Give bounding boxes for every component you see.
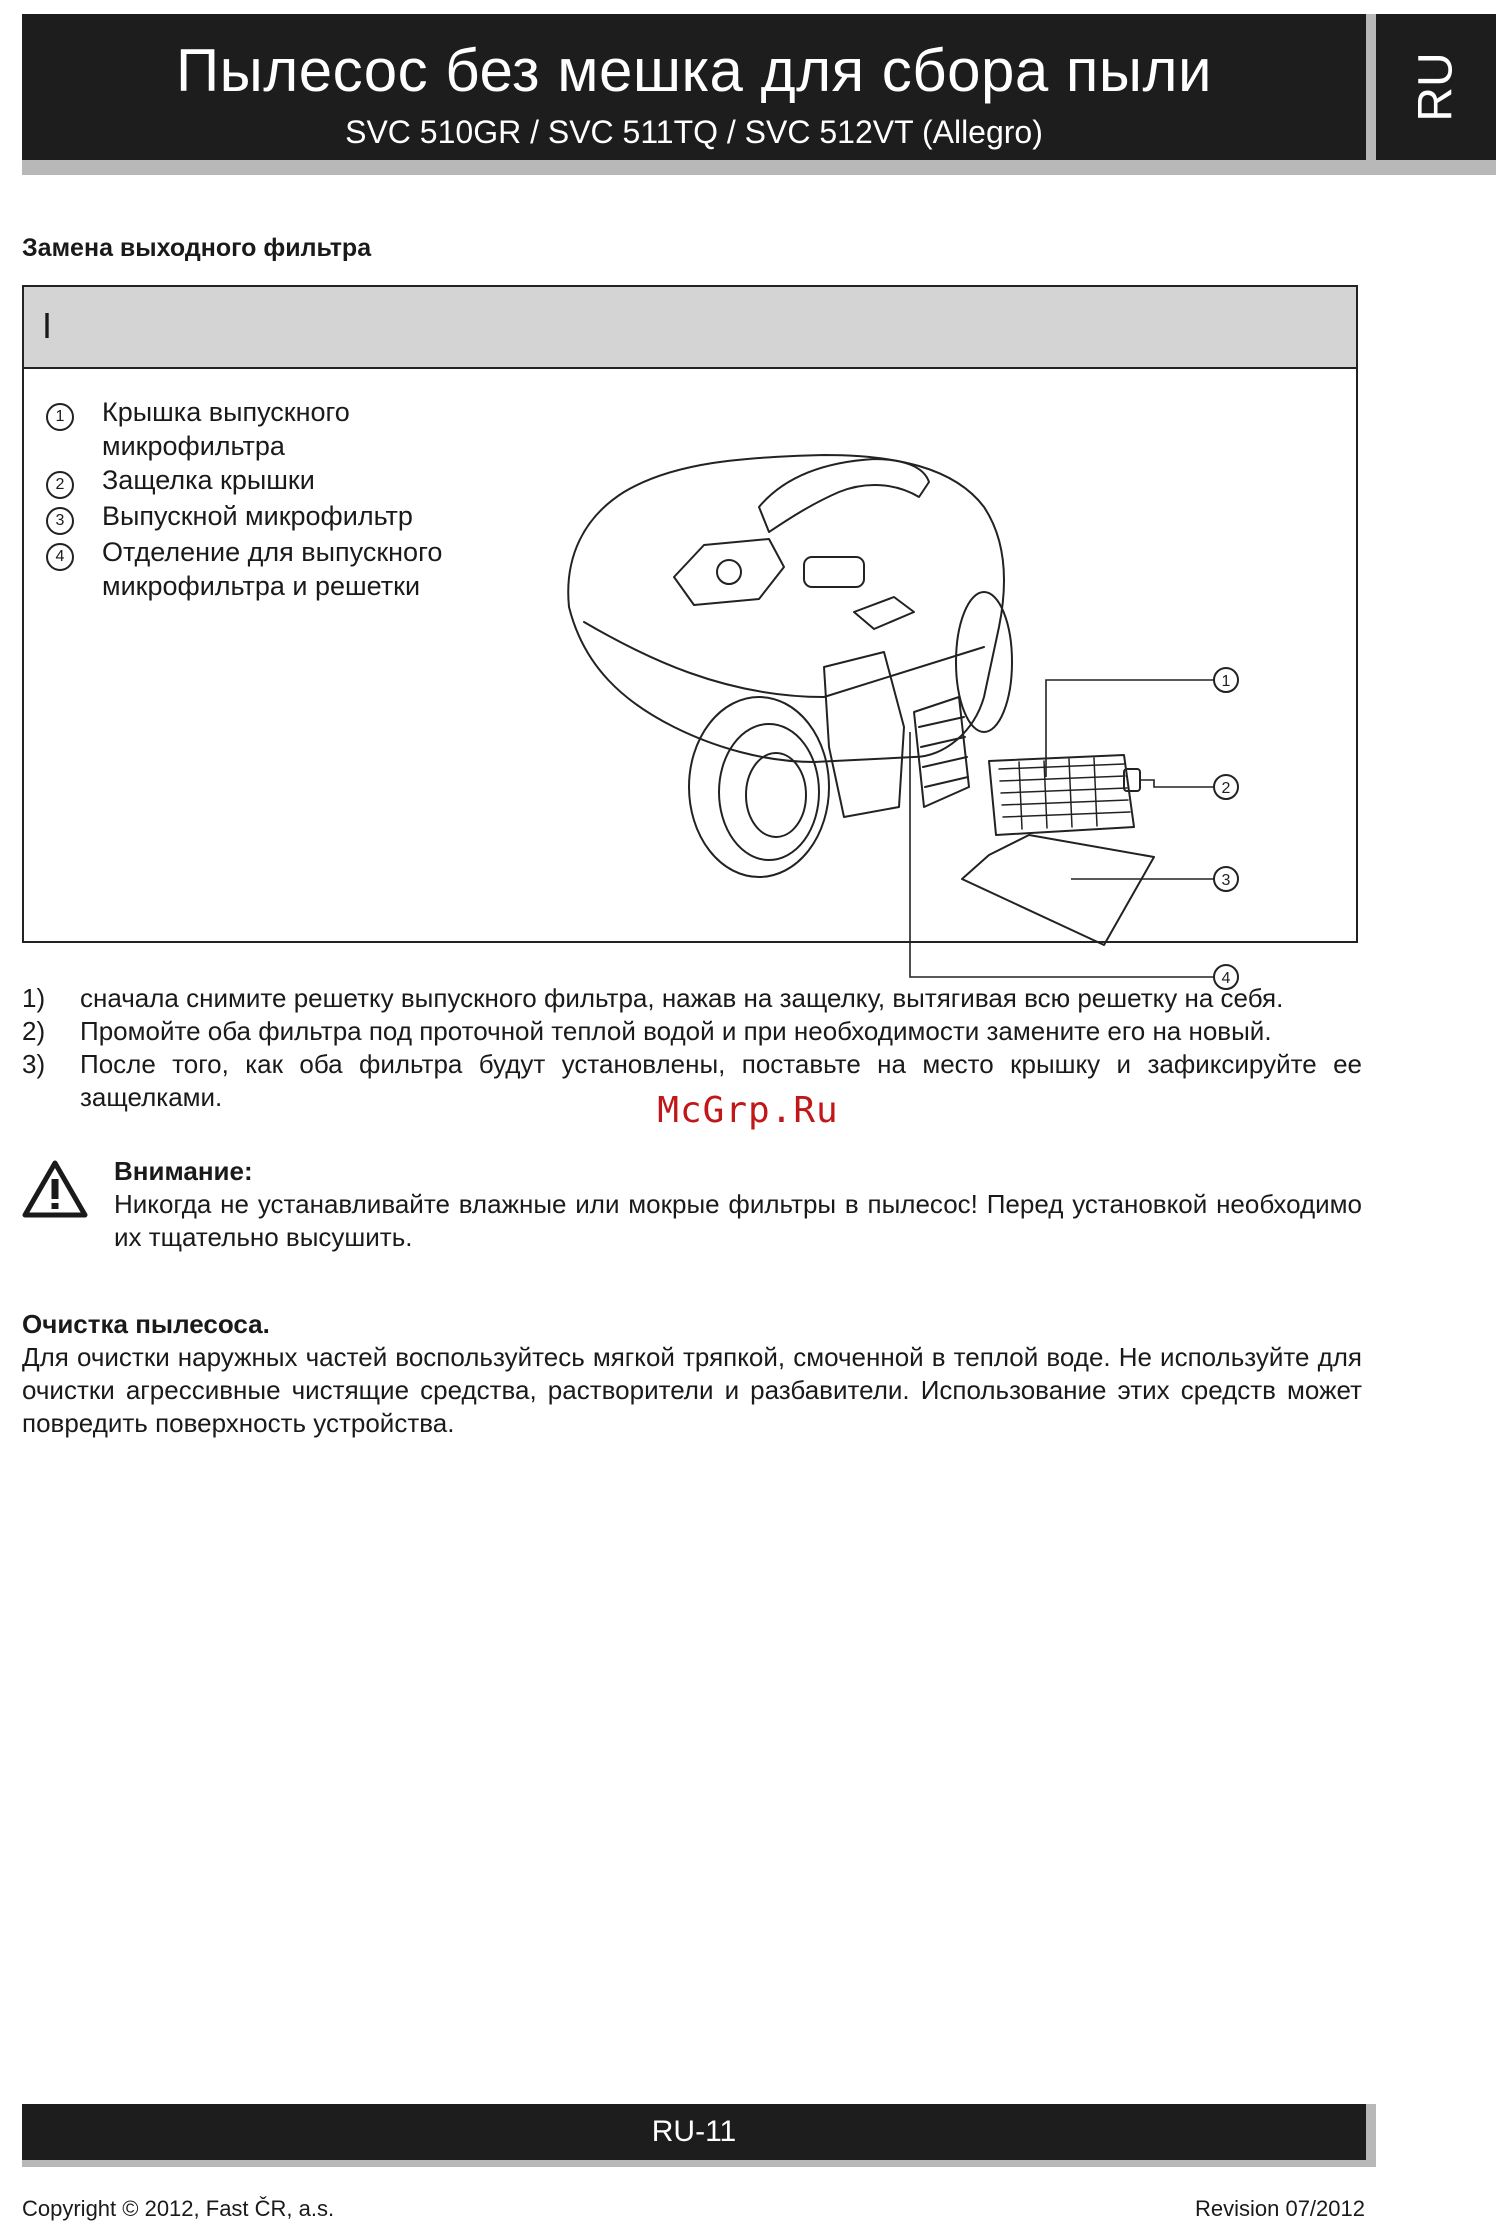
legend-number: 3: [46, 507, 74, 535]
rear-wheel: [956, 592, 1012, 732]
callout-1-line: [1046, 680, 1220, 777]
callout-2-number: 2: [1221, 780, 1231, 797]
figure-header: [24, 287, 1356, 369]
legend-text: Защелка крышки: [102, 465, 315, 495]
power-button: [674, 539, 784, 605]
step-text: сначала снимите решетку выпускного фильтра, нажав на защелку, вытягивая всю решетку на себя.: [80, 983, 1284, 1013]
legend-number: 4: [46, 543, 74, 571]
vacuum-handle: [759, 459, 929, 532]
legend-text: Выпускной микрофильтр: [102, 501, 413, 531]
legend-text: Крышка выпускного микрофильтра: [102, 397, 350, 461]
step-number: 2): [22, 1016, 46, 1046]
callout-2-line: [1140, 780, 1220, 787]
callout-3-number: 3: [1221, 872, 1231, 889]
section-heading: Замена выходного фильтра: [22, 234, 372, 262]
warning-title: Внимание:: [114, 1156, 253, 1186]
copyright: Copyright © 2012, Fast ČR, a.s.: [22, 2196, 335, 2221]
grille-slots: [999, 758, 1130, 829]
step-number: 3): [22, 1049, 46, 1079]
cleaning-text: Для очистки наружных частей воспользуйтесь мягкой тряпкой, смоченной в теплой воде. Не используйте для очистки агрессивные чистящие средства, растворители и разбавители. Использование этих средств может повредить поверхность устройства.: [22, 1342, 1362, 1438]
lang-tab: [1376, 14, 1496, 160]
callout-4-line: [910, 732, 1220, 977]
legend-number: 1: [46, 403, 74, 431]
step-item: [22, 1015, 1362, 1048]
step-text: Промойте оба фильтра под проточной теплой водой и при необходимости замените его на новый.: [80, 1016, 1272, 1046]
figure-label: I: [42, 305, 53, 346]
model-subtitle: SVC 510GR / SVC 511TQ / SVC 512VT (Allegro): [345, 114, 1043, 150]
step-text: После того, как оба фильтра будут установлены, поставьте на место крышку и зафиксируйте ее защелками.: [80, 1049, 1362, 1112]
figure-box: [22, 285, 1358, 987]
legend-number: 2: [46, 471, 74, 499]
step-item: [22, 982, 1362, 1015]
watermark: McGrp.Ru: [657, 1090, 839, 1131]
step-number: 1): [22, 983, 46, 1013]
microfilter-sheet: [962, 835, 1154, 945]
vacuum-illustration: [24, 367, 1356, 987]
callout-1-number: 1: [1221, 673, 1231, 690]
legend-text: Отделение для выпускного микрофильтра и решетки: [102, 537, 443, 601]
callout-4-number: 4: [1221, 970, 1231, 987]
main-wheel: [689, 697, 829, 877]
warning-text: Никогда не устанавливайте влажные или мокрые фильтры в пылесос! Перед установкой необходимо их тщательно высушить.: [114, 1189, 1362, 1252]
header-bar: [22, 14, 1366, 160]
cleaning-heading: Очистка пылесоса.: [22, 1309, 270, 1339]
vacuum-body: [568, 455, 1004, 762]
revision: Revision 07/2012: [1194, 2196, 1365, 2221]
lang-label: RU: [1409, 52, 1463, 122]
warning-icon: [22, 1160, 88, 1223]
page-number-bar: RU-11: [22, 2104, 1366, 2160]
page-title: Пылесос без мешка для сбора пыли: [175, 37, 1213, 104]
